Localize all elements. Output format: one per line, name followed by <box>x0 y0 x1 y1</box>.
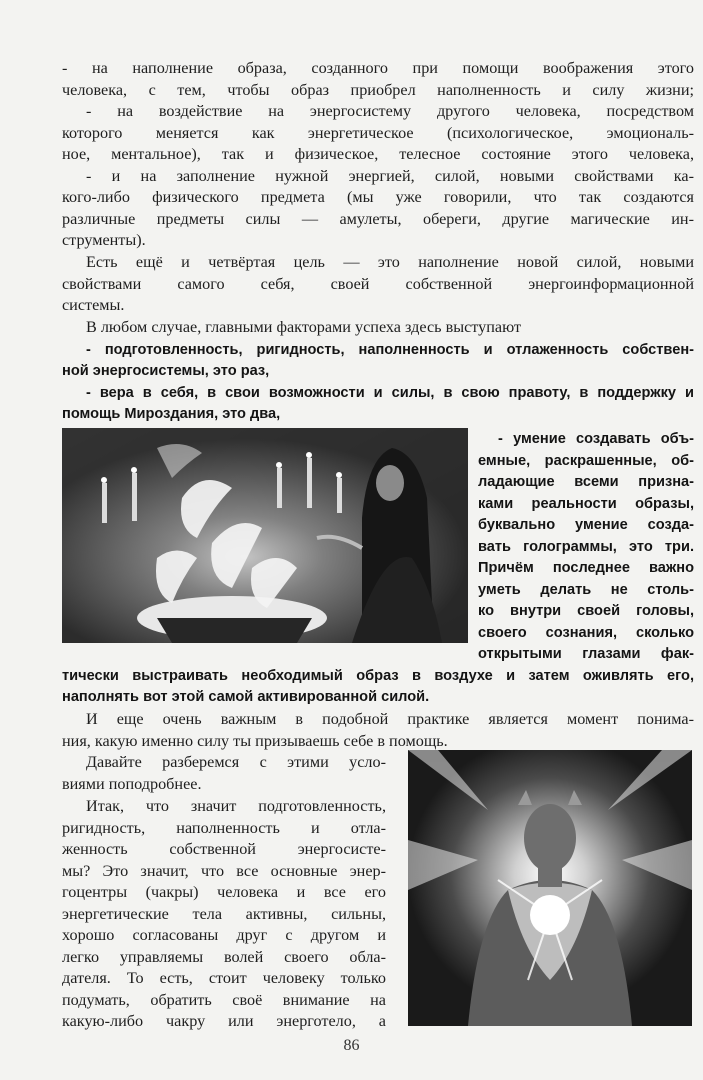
bold-text-line: ками реальности образы, <box>478 495 694 512</box>
bold-text-line: Причём последнее важно <box>478 560 694 576</box>
text-line: ригидность, наполненность и отла- <box>62 818 386 837</box>
text-line: которого меняется как энергетическое (психологическое, эмоциональ- <box>62 123 694 142</box>
bold-text-line: уметь делать не столь- <box>478 581 694 598</box>
text-line: В любом случае, главными факторами успеха здесь выступают <box>86 318 522 336</box>
text-line: Давайте разберемся с этими усло- <box>86 753 386 771</box>
text-line: свойствами самого себя, своей собственной энергоинформационной <box>62 274 694 293</box>
text-line: гоцентры (чакры) человека и все его <box>62 883 386 901</box>
bold-text-line: ладающие всеми призна- <box>478 474 694 490</box>
text-line: хорошо согласованы друг с другом и <box>62 926 386 944</box>
bold-text-line: тически выстраивать необходимый образ в воздухе и затем оживлять его, <box>62 667 694 684</box>
text-line: кого-либо физического предмета (мы уже говорили, что так создаются <box>62 188 694 206</box>
text-line: какую-либо чакру или энерготело, а <box>62 1012 386 1030</box>
text-line: - на наполнение образа, созданного при помощи воображения этого <box>62 59 694 77</box>
text-line: струменты). <box>62 231 146 249</box>
bold-text-line: буквально умение созда- <box>478 517 694 533</box>
text-line: энергетические тела активны, сильны, <box>62 904 386 923</box>
bold-text-line: наполнять вот этой самой активированной силой. <box>62 689 430 705</box>
text-line: ния, какую именно силу ты призываешь себе в помощь. <box>62 731 448 750</box>
bold-text-line: ко внутри своей головы, <box>478 603 694 619</box>
bold-text-line: помощь Мироздания, это два, <box>62 406 281 422</box>
text-line: ное, ментальное), так и физическое, телесное состояние этого человека, <box>62 145 694 163</box>
text-line: женность собственной энергосисте- <box>62 840 386 858</box>
text-line: человека, с тем, чтобы образ приобрел наполненность и силу жизни; <box>62 80 694 99</box>
text-line: подумать, обратить своё внимание на <box>62 990 386 1009</box>
bold-text-line: - умение создавать объ- <box>498 431 694 447</box>
bold-text-line: - подготовленность, ригидность, наполненность и отлаженность собствен- <box>86 342 694 358</box>
bold-text-line: - вера в себя, в свои возможности и силы, в свою правоту, в поддержку и <box>86 385 694 401</box>
text-line: И еще очень важным в подобной практике является момент понима- <box>86 710 694 728</box>
text-line: виями поподробнее. <box>62 774 202 793</box>
bold-text-line: емные, раскрашенные, об- <box>478 452 694 469</box>
sorceress-illustration <box>62 428 468 643</box>
text-line: - и на заполнение нужной энергией, силой, новыми свойствами ка- <box>86 166 694 185</box>
glowing-figure-illustration <box>408 750 692 1026</box>
text-line: Есть ещё и четвёртая цель — это наполнение новой силой, новыми <box>86 253 694 271</box>
bold-text-line: ной энергосистемы, это раз, <box>62 363 270 379</box>
bold-text-line: вать голограммы, это три. <box>478 538 694 555</box>
text-line: мы? Это значит, что все основные энер- <box>62 861 386 880</box>
text-line: легко управляемы волей своего обла- <box>62 947 386 966</box>
text-line: дателя. То есть, стоит человеку только <box>62 969 386 987</box>
page-number: 86 <box>343 1037 360 1054</box>
text-line: - на воздействие на энергосистему другого человека, посредством <box>86 102 694 120</box>
bold-text-line: своего сознания, сколько <box>478 624 694 641</box>
text-line: системы. <box>62 296 125 314</box>
text-line: различные предметы силы — амулеты, обереги, другие магические ин- <box>62 209 694 228</box>
text-line: Итак, что значит подготовленность, <box>86 797 386 815</box>
bold-text-line: открытыми глазами фак- <box>478 646 694 662</box>
